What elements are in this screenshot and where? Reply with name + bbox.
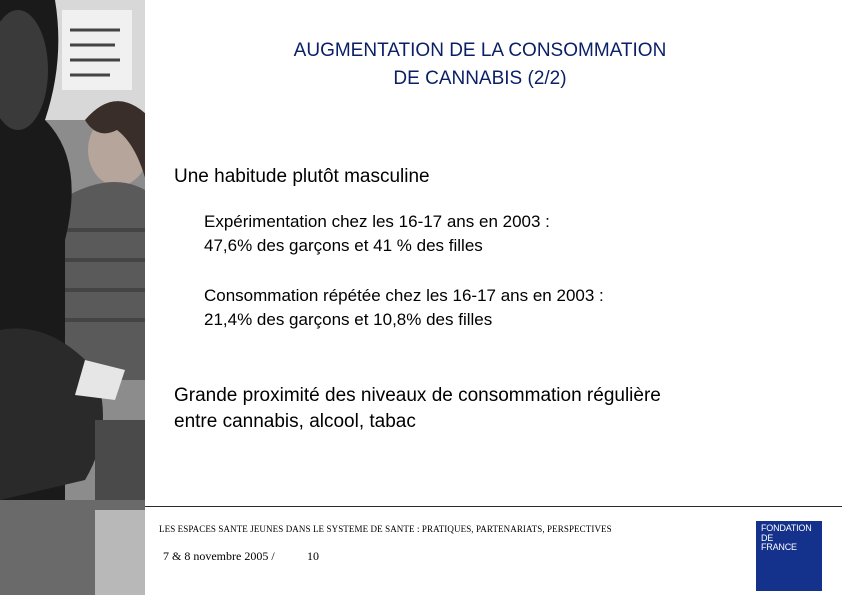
page-number: 10 [307, 549, 319, 563]
footer-divider [145, 506, 842, 507]
title-line-2: DE CANNABIS (2/2) [393, 68, 567, 89]
logo-line-1: FONDATION [761, 523, 812, 533]
repeated-use-line-1: Consommation répétée chez les 16-17 ans en 2003 : [204, 286, 604, 305]
experimentation-line-2: 47,6% des garçons et 41 % des filles [204, 236, 483, 255]
slide-title [180, 37, 780, 93]
heading-masculine: Une habitude plutôt masculine [174, 166, 430, 187]
footer-conference-title: LES ESPACES SANTE JEUNES DANS LE SYSTEME DE SANTE : PRATIQUES, PARTENARIATS, PERSPECTIVES [159, 524, 612, 534]
logo-line-3: FRANCE [761, 542, 797, 552]
heading-proximity-line-2: entre cannabis, alcool, tabac [174, 411, 416, 432]
heading-proximity-line-1: Grande proximité des niveaux de consommation régulière [174, 385, 661, 406]
repeated-use-line-2: 21,4% des garçons et 10,8% des filles [204, 310, 493, 329]
logo-line-2: DE [761, 532, 774, 543]
footer-date: 7 & 8 novembre 2005 / [163, 549, 275, 563]
title-line-1: AUGMENTATION DE LA CONSOMMATION [293, 40, 667, 61]
side-photo [0, 0, 145, 595]
fondation-de-france-logo [756, 521, 822, 591]
experimentation-line-1: Expérimentation chez les 16-17 ans en 2003 : [204, 212, 550, 231]
